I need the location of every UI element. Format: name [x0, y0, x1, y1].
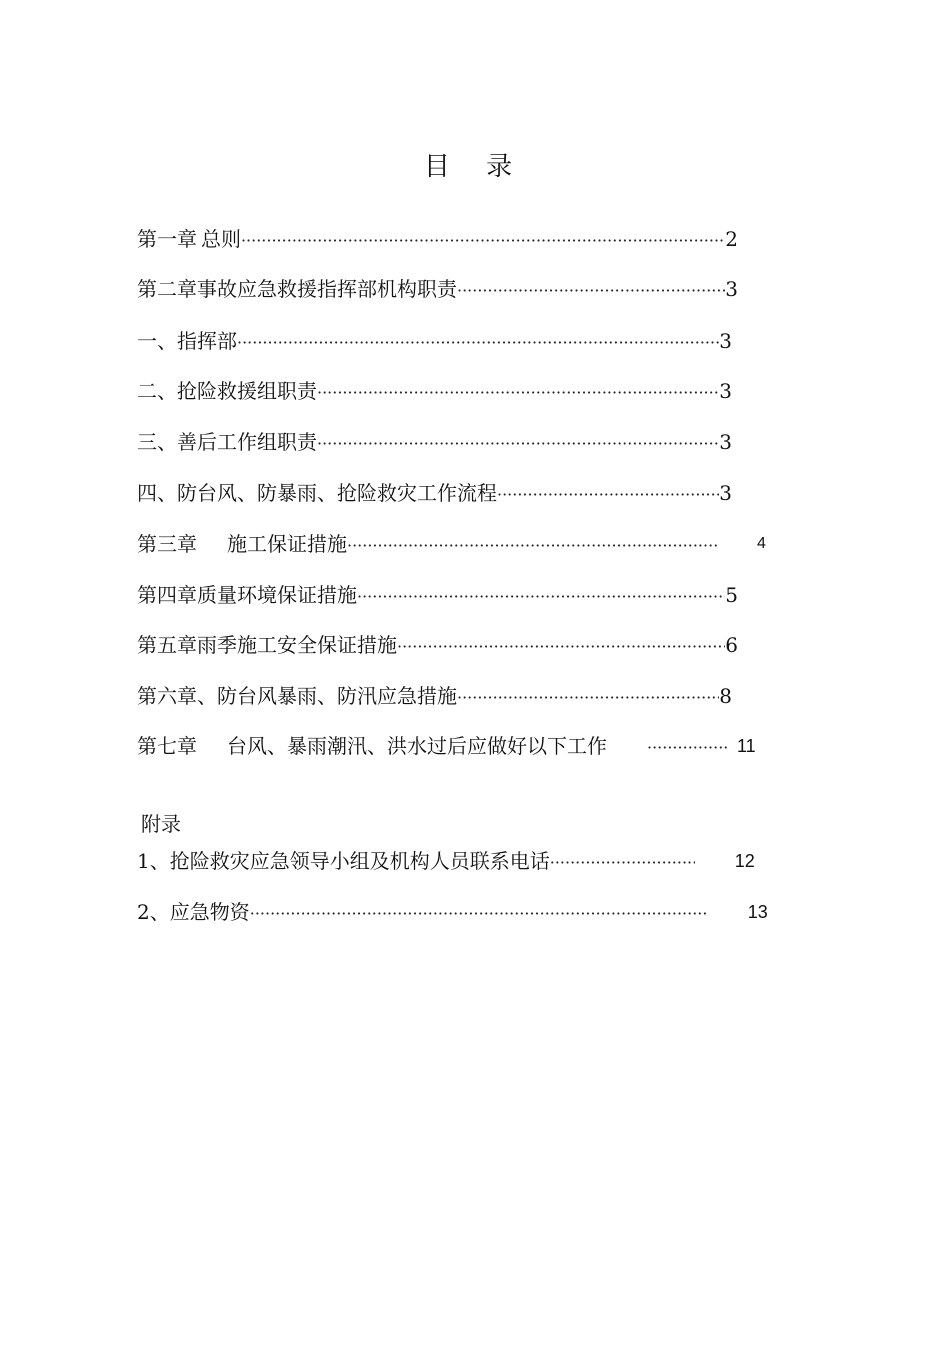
toc-title: 三、善后工作组职责	[137, 430, 317, 454]
toc-chapter: 第三章	[137, 532, 197, 556]
toc-page: 3	[719, 329, 732, 353]
toc-page: 3	[719, 481, 732, 505]
toc-title: 一、指挥部	[137, 329, 237, 353]
toc-chapter: 第四章	[137, 583, 197, 607]
toc-entry-3[interactable]	[137, 328, 732, 354]
toc-title: 台风、暴雨潮汛、洪水过后应做好以下工作	[227, 734, 607, 758]
appendix-page: 13	[747, 902, 768, 922]
toc-page: 6	[725, 633, 738, 657]
toc-entry-11[interactable]	[137, 733, 775, 759]
toc-leader	[550, 852, 695, 874]
toc-leader	[241, 230, 725, 252]
toc-page: 3	[725, 277, 738, 301]
appendix-page: 12	[734, 851, 755, 871]
toc-leader	[497, 484, 719, 506]
toc-chapter: 第二章	[137, 277, 197, 301]
toc-leader	[397, 636, 725, 658]
appendix-heading: 附录	[141, 812, 181, 836]
toc-leader	[647, 737, 729, 759]
toc-leader	[237, 332, 719, 354]
toc-chapter: 第一章	[137, 227, 197, 251]
toc-title: 施工保证措施	[227, 532, 347, 556]
appendix-title: 2、应急物资	[137, 900, 250, 924]
page-title: 目 录	[423, 152, 527, 182]
toc-title: 第六章、防台风暴雨、防汛应急措施	[137, 684, 457, 708]
toc-page: 5	[725, 583, 738, 607]
toc-entry-8[interactable]	[137, 582, 738, 608]
toc-page: 2	[725, 227, 738, 251]
toc-leader	[317, 433, 719, 455]
toc-entry-9[interactable]	[137, 632, 738, 658]
toc-entry-7[interactable]	[137, 531, 774, 557]
toc-leader	[357, 586, 725, 608]
appendix-title: 1、抢险救灾应急领导小组及机构人员联系电话	[137, 849, 550, 873]
appendix-entry-1[interactable]	[137, 848, 777, 874]
toc-title: 质量环境保证措施	[197, 583, 357, 607]
toc-leader	[457, 280, 725, 302]
toc-title: 事故应急救援指挥部机构职责	[197, 277, 457, 301]
toc-title: 四、防台风、防暴雨、抢险救灾工作流程	[137, 481, 497, 505]
toc-leader	[317, 382, 719, 404]
toc-leader	[457, 687, 719, 709]
toc-entry-4[interactable]	[137, 378, 732, 404]
toc-page: 3	[719, 430, 732, 454]
toc-page: 11	[737, 736, 756, 756]
toc-title: 二、抢险救援组职责	[137, 379, 317, 403]
toc-title: 雨季施工安全保证措施	[197, 633, 397, 657]
toc-chapter: 第五章	[137, 633, 197, 657]
appendix-entry-2[interactable]	[137, 899, 777, 925]
toc-leader	[250, 903, 708, 925]
toc-entry-1[interactable]	[137, 226, 738, 252]
toc-entry-5[interactable]	[137, 429, 732, 455]
toc-page: 3	[719, 379, 732, 403]
toc-title: 总则	[200, 227, 241, 251]
toc-entry-10[interactable]	[137, 683, 732, 709]
toc-page: 8	[719, 684, 732, 708]
toc-page: 4	[757, 535, 766, 552]
toc-leader	[347, 535, 719, 557]
toc-entry-6[interactable]	[137, 480, 732, 506]
toc-chapter: 第七章	[137, 734, 197, 758]
toc-entry-2[interactable]	[137, 276, 738, 302]
